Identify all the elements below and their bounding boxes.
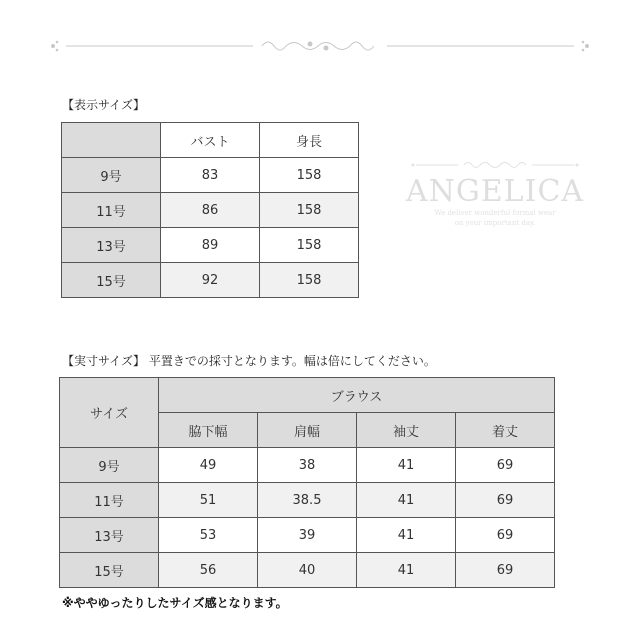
table-cell: 41 <box>357 518 456 553</box>
table-header-row <box>62 123 359 158</box>
table-row <box>62 228 359 263</box>
table-cell: 69 <box>456 483 555 518</box>
size-label-cell: 11号 <box>60 483 159 518</box>
table-cell: 83 <box>161 158 260 193</box>
table-cell: 38 <box>258 448 357 483</box>
table-header-cell: 肩幅 <box>258 413 357 448</box>
size-label-cell: 15号 <box>60 553 159 588</box>
table-cell: 89 <box>161 228 260 263</box>
actual-size-caption: 【実寸サイズ】 平置きでの採寸となります。幅は倍にしてください。 <box>62 354 436 368</box>
table-row <box>60 518 555 553</box>
size-column-header: サイズ <box>60 378 159 448</box>
table-cell: 158 <box>260 263 359 298</box>
table-row <box>62 158 359 193</box>
table-row <box>62 193 359 228</box>
table-cell: 40 <box>258 553 357 588</box>
brand-logo <box>400 158 590 248</box>
table-cell: 69 <box>456 553 555 588</box>
table-row <box>62 263 359 298</box>
table-cell: 39 <box>258 518 357 553</box>
table-header-cell: 脇下幅 <box>159 413 258 448</box>
table-header-row <box>60 378 555 413</box>
table-cell: 38.5 <box>258 483 357 518</box>
table-cell: 49 <box>159 448 258 483</box>
size-label-cell: 9号 <box>60 448 159 483</box>
table-row <box>60 448 555 483</box>
table-cell: 69 <box>456 518 555 553</box>
table-cell: 41 <box>357 553 456 588</box>
size-label-cell: 11号 <box>62 193 161 228</box>
size-label-cell: 9号 <box>62 158 161 193</box>
display-size-caption: 【表示サイズ】 <box>62 98 146 112</box>
blouse-group-header: ブラウス <box>159 378 555 413</box>
table-cell: 69 <box>456 448 555 483</box>
table-header-cell <box>62 123 161 158</box>
logo-ornament <box>410 158 580 172</box>
logo-tagline: on your important day. <box>454 219 536 227</box>
ornamental-divider <box>48 34 592 58</box>
table-cell: 56 <box>159 553 258 588</box>
table-cell: 158 <box>260 158 359 193</box>
table-header-cell: 着丈 <box>456 413 555 448</box>
table-row <box>60 553 555 588</box>
table-header-cell: バスト <box>161 123 260 158</box>
table-cell: 51 <box>159 483 258 518</box>
table-header-cell: 身長 <box>260 123 359 158</box>
table-row <box>60 483 555 518</box>
display-size-table <box>61 122 359 298</box>
logo-wordmark: ANGELICA <box>405 174 585 209</box>
table-cell: 158 <box>260 193 359 228</box>
size-label-cell: 13号 <box>60 518 159 553</box>
table-cell: 92 <box>161 263 260 298</box>
logo-tagline: We deliver wonderful formal wear <box>434 209 556 217</box>
table-cell: 53 <box>159 518 258 553</box>
size-label-cell: 15号 <box>62 263 161 298</box>
size-label-cell: 13号 <box>62 228 161 263</box>
actual-size-table <box>59 377 555 588</box>
table-cell: 41 <box>357 448 456 483</box>
table-cell: 158 <box>260 228 359 263</box>
table-cell: 86 <box>161 193 260 228</box>
fit-note: ※ややゆったりしたサイズ感となります。 <box>62 596 288 610</box>
table-cell: 41 <box>357 483 456 518</box>
table-header-cell: 袖丈 <box>357 413 456 448</box>
